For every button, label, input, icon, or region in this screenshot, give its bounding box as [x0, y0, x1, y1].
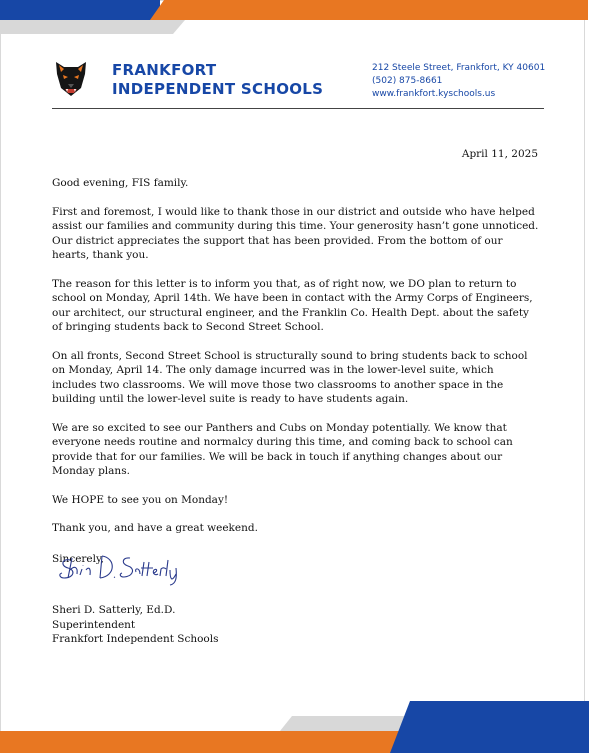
- phone: (502) 875-8661: [372, 76, 443, 86]
- paragraph: The reason for this letter is to inform you that, as of right now, we DO plan to return to school on Monday, April 14th. We have been in contact with the Army Corps of Engineers, our architect, our structural engineer, and the Franklin Co. Health Dept. about the safety of bringing students back to Second Street School.: [52, 277, 533, 333]
- top-blue-band: [0, 0, 160, 20]
- signer-name: Sheri D. Satterly, Ed.D.: [52, 604, 176, 616]
- org-name-line1: FRANKFORT: [112, 61, 217, 79]
- paragraph: We HOPE to see you on Monday!: [52, 493, 229, 506]
- address: 212 Steele Street, Frankfort, KY 40601: [372, 63, 546, 73]
- top-orange-band: [150, 0, 588, 20]
- letter-body: [52, 176, 540, 580]
- closing: Sincerely,: [52, 552, 104, 565]
- bottom-grey-band: [280, 716, 420, 731]
- letter-date: April 11, 2025: [461, 148, 538, 160]
- org-name-line2: INDEPENDENT SCHOOLS: [112, 80, 324, 98]
- panther-head-icon: [52, 58, 90, 98]
- top-grey-band: [0, 20, 185, 34]
- paragraph: First and foremost, I would like to thank those in our district and outside who have helped assist our families and community during this time. Your generosity hasn’t gone unnoticed. Our district appreciates the support that has been provided. From the bottom of our hearts, thank you.: [52, 205, 539, 261]
- signer-block: [52, 603, 219, 647]
- greeting: Good evening, FIS family.: [52, 177, 189, 189]
- bottom-orange-band: [0, 731, 405, 753]
- org-name: [112, 61, 323, 99]
- header-divider: [52, 108, 544, 109]
- paragraph: Thank you, and have a great weekend.: [52, 522, 258, 534]
- website-link[interactable]: www.frankfort.kyschools.us: [372, 89, 496, 99]
- contact-block: [372, 62, 545, 101]
- bottom-blue-band: [390, 701, 589, 753]
- signer-title: Superintendent: [52, 618, 136, 631]
- handwritten-signature: [58, 552, 188, 586]
- paragraph: On all fronts, Second Street School is structurally sound to bring students back to school on Monday, April 14. The only damage incurred was in the lower-level suite, which includes two classrooms. We will move those two classrooms to another space in the building until the lower-level suite is ready to have students again.: [52, 349, 528, 405]
- signer-org: Frankfort Independent Schools: [52, 633, 219, 645]
- paragraph: We are so excited to see our Panthers and Cubs on Monday potentially. We know that everyone needs routine and normalcy during this time, and coming back to school can provide that for our families. We will be back in touch if anything changes about our Monday plans.: [52, 421, 513, 477]
